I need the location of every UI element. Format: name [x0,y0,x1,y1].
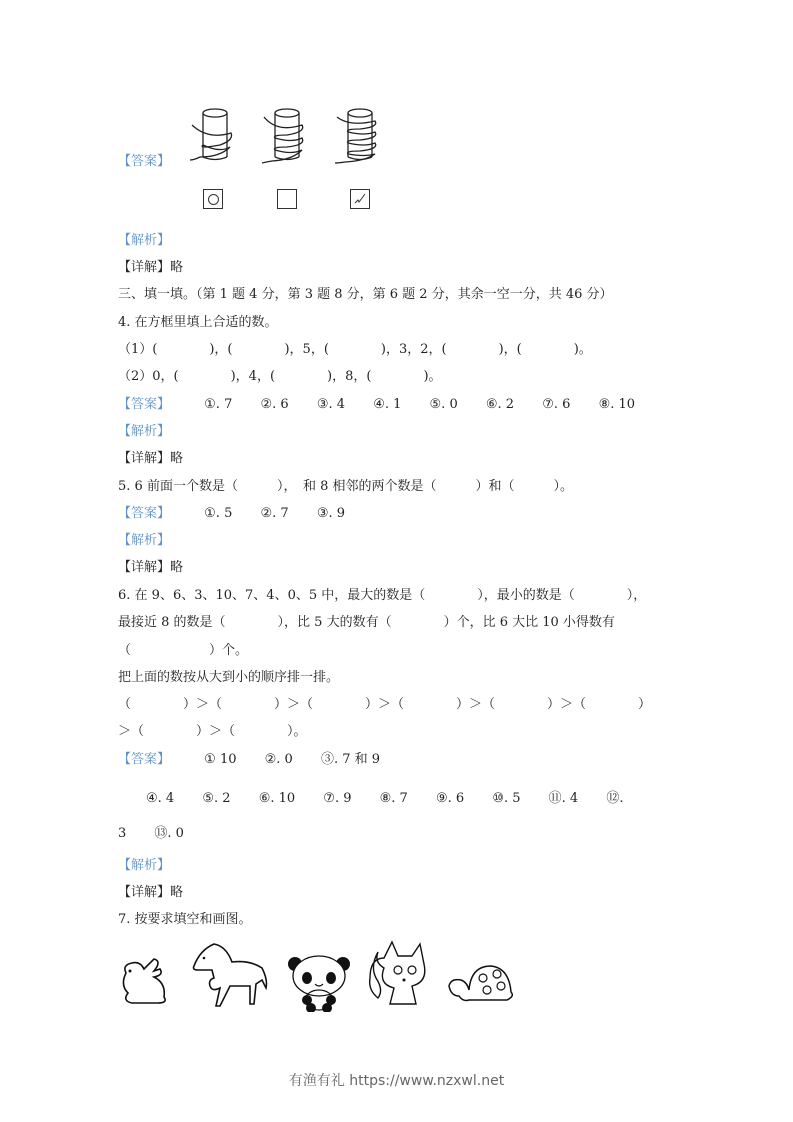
analysis-label: 【解析】 [118,233,171,248]
question-6-line6: ＞（ ）＞（ ）。 [118,724,307,739]
coil-4-turns-icon [335,105,395,165]
coil-3-turns-icon [262,105,322,165]
section-title: 三、填一填。（第 1 题 4 分，第 3 题 8 分，第 6 题 2 分，其余一空一分，共 46 分） [118,287,613,302]
answer-item: ②. 7 [260,506,289,521]
circle-icon [208,194,219,205]
detail-row [118,884,183,902]
question-7-title: 7. 按要求填空和画图。 [118,912,252,927]
question-6-line4: 把上面的数按从大到小的顺序排一排。 [118,670,340,685]
answer-item: ③. 9 [316,506,346,521]
analysis-label: 【解析】 [118,533,171,548]
answer-item: ⑪. 4 [548,791,579,806]
answer-box-check [350,189,370,209]
horse-icon [190,940,270,1010]
answer-item: ⑥. 2 [485,397,515,412]
answer-label: 【答案】 [118,506,171,521]
footer-watermark: 有渔有礼 https://www.nzxwl.net [288,1073,505,1089]
answer-item: ③. 7 和 9 [320,752,381,767]
question-4-answer-row [118,396,659,414]
question-5-answer-row [118,505,369,523]
panda-icon [285,952,353,1012]
answer-item: ⑤. 0 [429,397,458,412]
answer-item: ⑩. 5 [492,791,521,806]
question-6-line5: （ ）＞（ ）＞（ ）＞（ ）＞（ ）＞（ ） [118,697,652,712]
answer-item: ⑧. 10 [598,397,636,412]
answer-item: ④. 1 [373,397,402,412]
answer-item: ⑬. 0 [154,826,184,841]
answer-box-circle [203,189,223,209]
question-6-line2: 最接近 8 的数是（ ），比 5 大的数有（ ）个，比 6 大比 10 小得数有 [118,615,615,630]
answer-item: ⑦. 9 [323,791,352,806]
answer-item: ⑤. 2 [202,791,231,806]
detail-label: 【详解】 [118,560,171,575]
question-5-title: 5. 6 前面一个数是（ ）， 和 8 相邻的两个数是（ ）和（ ）。 [118,479,573,494]
detail-row [118,559,183,577]
answer-item: ⑨. 6 [435,791,465,806]
question-4-part2: （2）0，( )，4，( )，8，( )。 [118,369,442,384]
question-6-answer-row3 [118,825,208,843]
answer-item: ①. 7 [204,397,233,412]
answer-item: ②. 0 [264,752,293,767]
detail-row [118,259,183,277]
answer-label: 【答案】 [118,397,171,412]
check-icon [353,192,367,206]
detail-label: 【详解】 [118,451,171,466]
answer-label: 【答案】 [118,752,171,767]
rabbit-icon [118,955,172,1007]
answer-box-empty [277,189,297,209]
answer-label: 【答案】 [118,154,171,169]
answer-item: ①. 5 [204,506,233,521]
answer-item: ②. 6 [260,397,289,412]
detail-label: 【详解】 [118,260,171,275]
turtle-icon [445,960,515,1010]
question-6-answer-row [118,751,404,769]
answer-item: ③. 4 [316,397,346,412]
detail-label: 【详解】 [118,885,171,900]
analysis-label: 【解析】 [118,858,171,873]
answer-item: ⑦. 6 [542,397,571,412]
detail-text: 略 [170,560,184,575]
question-6-line3: （ ）个。 [118,643,249,658]
answer-item: ④. 4 [146,791,175,806]
question-4-part1: （1）( )，( )，5，( )，3，2，( )，( )。 [118,342,592,357]
coil-2-turns-icon [190,105,250,165]
question-4-title: 4. 在方框里填上合适的数。 [118,315,278,330]
answer-item: ① 10 [204,752,237,767]
detail-text: 略 [170,260,184,275]
detail-row [118,450,183,468]
answer-item: ⑥. 10 [258,791,296,806]
detail-text: 略 [170,451,184,466]
analysis-label: 【解析】 [118,424,171,439]
question-6-answer-row2 [146,790,648,808]
answer-item: ⑫. [606,791,624,806]
question-6-line1: 6. 在 9、6、3、10、7、4、0、5 中，最大的数是（ ），最小的数是（ ）， [118,588,647,603]
fox-icon [368,938,428,1010]
answer-item: 3 [118,826,127,841]
answer-item: ⑧. 7 [379,791,408,806]
detail-text: 略 [170,885,184,900]
